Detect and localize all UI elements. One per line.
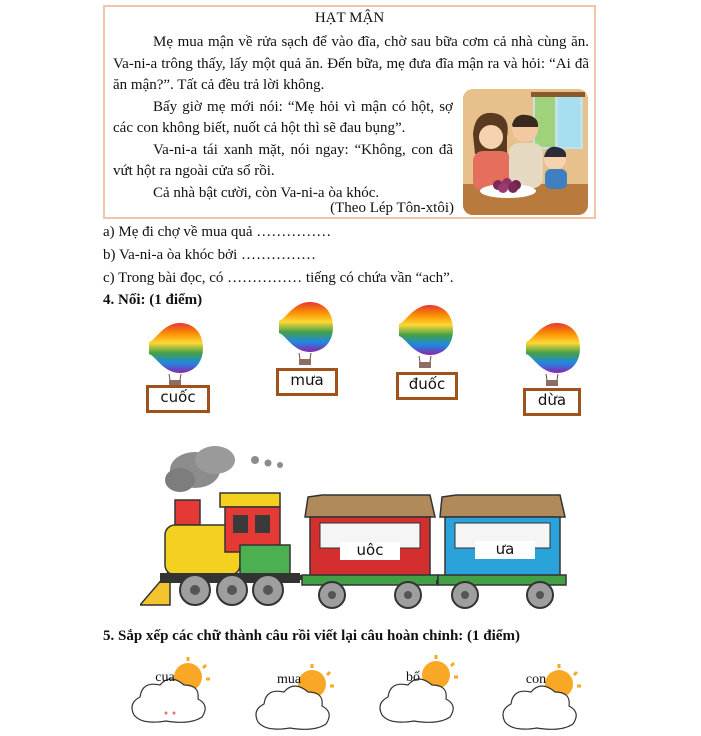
section-5-heading: 5. Sắp xếp các chữ thành câu rồi viết lại câu hoàn chỉnh: (1 điểm) [103,628,520,644]
cloud-word[interactable]: cua [155,670,175,685]
balloon-sign[interactable]: mưa [276,368,338,396]
hot-air-balloon [395,300,465,370]
story-paragraph: Mẹ mua mận về rửa sạch để vào đĩa, chờ sau bữa cơm cả nhà cùng ăn. Va-ni-a trông thấy, lấy một quả ăn. Đến bữa, mẹ đưa đĩa mận ra và hỏi: “Ai đã ăn mận?”. Tất cả đều trả lời không. [113,34,589,93]
question-b: b) Va-ni-a òa khóc bởi …………… [103,247,317,263]
balloon-sign[interactable]: dừa [523,388,581,416]
section-4-heading: 4. Nối: (1 điểm) [103,292,203,308]
story-paragraph: Cả nhà bật cười, còn Va-ni-a òa khóc. [153,184,380,201]
balloon-sign[interactable]: cuốc [146,385,210,413]
question-a: a) Mẹ đi chợ về mua quả …………… [103,224,332,240]
story-paragraph: Bấy giờ mẹ mới nói: “Mẹ hỏi vì mận có hột, sợ các con không biết, nuốt cả hột thì sẽ đau bụng”. [113,98,453,136]
story-title: HẠT MẬN [314,10,385,26]
hot-air-balloon [522,318,592,388]
story-source: (Theo Lép Tôn-xtôi) [330,200,454,216]
cloud-word[interactable]: mua [276,672,302,687]
family-illustration [463,89,588,215]
balloon-sign[interactable]: đuốc [396,372,458,400]
wagon-label-blue[interactable]: ưa [475,541,535,559]
cloud-sun-icon [126,655,216,733]
cloud-word[interactable]: con [525,672,547,687]
question-c: c) Trong bài đọc, có …………… tiếng có chứa vần “ach”. [103,270,454,286]
train-illustration [140,445,580,615]
story-paragraph: Va-ni-a tái xanh mặt, nói ngay: “Không, con đã vứt hột ra ngoài cửa sổ rồi. [113,141,453,179]
cloud-sun-icon [374,655,464,733]
hot-air-balloon [275,297,345,367]
cloud-word[interactable]: bố [406,670,420,685]
wagon-label-red[interactable]: uôc [340,542,400,560]
hot-air-balloon [145,318,215,388]
